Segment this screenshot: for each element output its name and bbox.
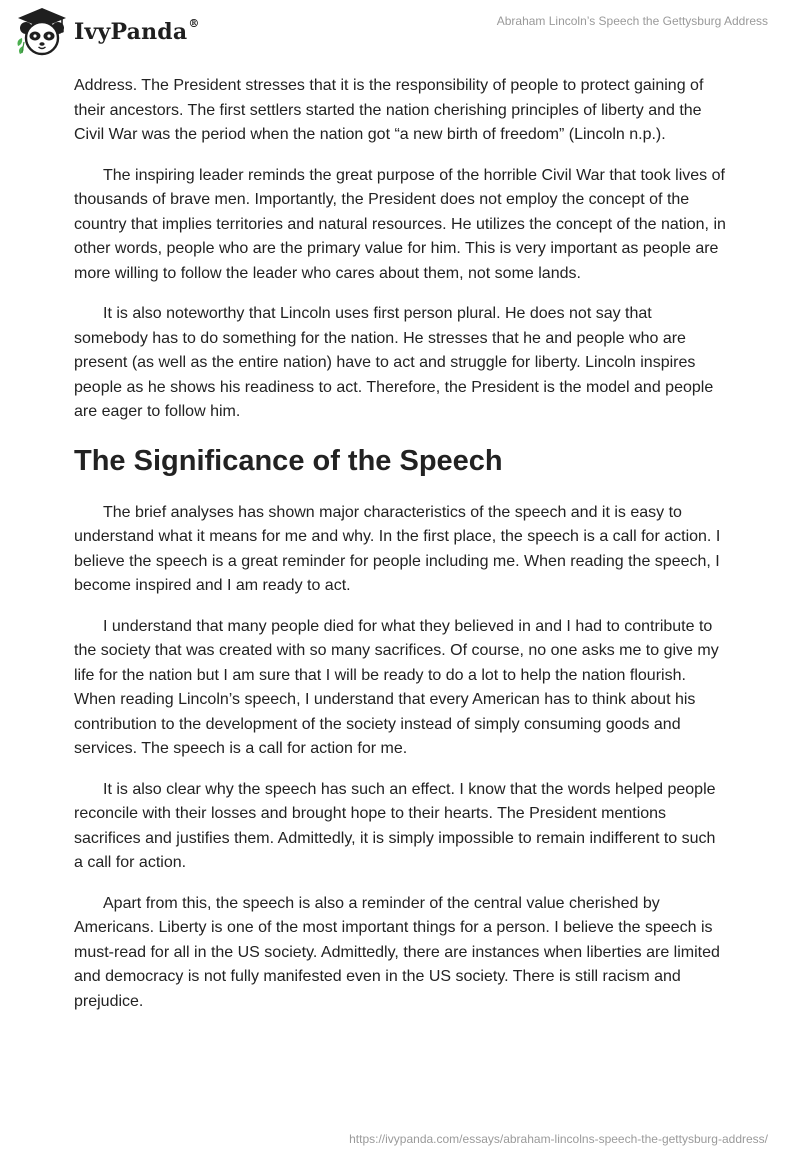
brand-name: IvyPanda®	[74, 17, 200, 45]
paragraph: It is also clear why the speech has such an effect. I know that the words helped people reconcile with their losses and brought hope to their hearts. The President mentions sacrifices and justifies them. Admittedly, it is simply impossible to remain indifferent to such a call for action.	[74, 780, 716, 871]
paragraph: I understand that many people died for what they believed in and I had to contribute to the society that was created with so many sacrifices. Of course, no one asks me to give my life for the nation but I am sure that I will be ready to do a lot to help the nation flourish. When reading Lincoln’s speech, I understand that every American has to think about his contribution to the development of the society instead of simply consuming goods and services. The speech is a call for action for me.	[74, 617, 719, 757]
essay-body	[74, 74, 728, 1030]
source-url[interactable]: https://ivypanda.com/essays/abraham-lincolns-speech-the-gettysburg-address/	[349, 1132, 768, 1146]
section-heading: The Significance of the Speech	[74, 444, 503, 477]
panda-graduate-icon	[14, 6, 70, 58]
page-header	[0, 0, 800, 66]
ivypanda-logo[interactable]	[14, 6, 200, 58]
registered-mark: ®	[188, 17, 200, 30]
paragraph: The brief analyses has shown major characteristics of the speech and it is easy to understand what it means for me and why. In the first place, the speech is a call for action. I believe the speech is a great reminder for people including me. When reading the speech, I become inspired and I am ready to act.	[74, 503, 721, 594]
document-title: Abraham Lincoln’s Speech the Gettysburg Address	[496, 14, 768, 28]
paragraph: Address. The President stresses that it is the responsibility of people to protect gaining of their ancestors. The first settlers started the nation cherishing principles of liberty and the Civil War was the period when the nation got “a new birth of freedom” (Lincoln n.p.).	[74, 77, 704, 143]
paragraph: It is also noteworthy that Lincoln uses first person plural. He does not say that somebody has to do something for the nation. He stresses that he and people who are present (as well as the entire nation) have to act and struggle for liberty. Lincoln inspires people as he shows his readiness to act. Therefore, the President is the model and people are eager to follow him.	[74, 305, 714, 420]
paragraph: The inspiring leader reminds the great purpose of the horrible Civil War that took lives of thousands of brave men. Importantly, the President does not employ the concept of the country that implies territories and natural resources. He utilizes the concept of the nation, in other words, people who are the primary value for him. This is very important as people are more willing to follow the leader who cares about them, not some lands.	[74, 166, 726, 282]
paragraph: Apart from this, the speech is also a reminder of the central value cherished by Americans. Liberty is one of the most important things for a person. I believe the speech is must-read for all in the US society. Admittedly, there are instances when liberties are limited and democracy is not fully manifested even in the US society. There is still racism and prejudice.	[74, 894, 720, 1010]
